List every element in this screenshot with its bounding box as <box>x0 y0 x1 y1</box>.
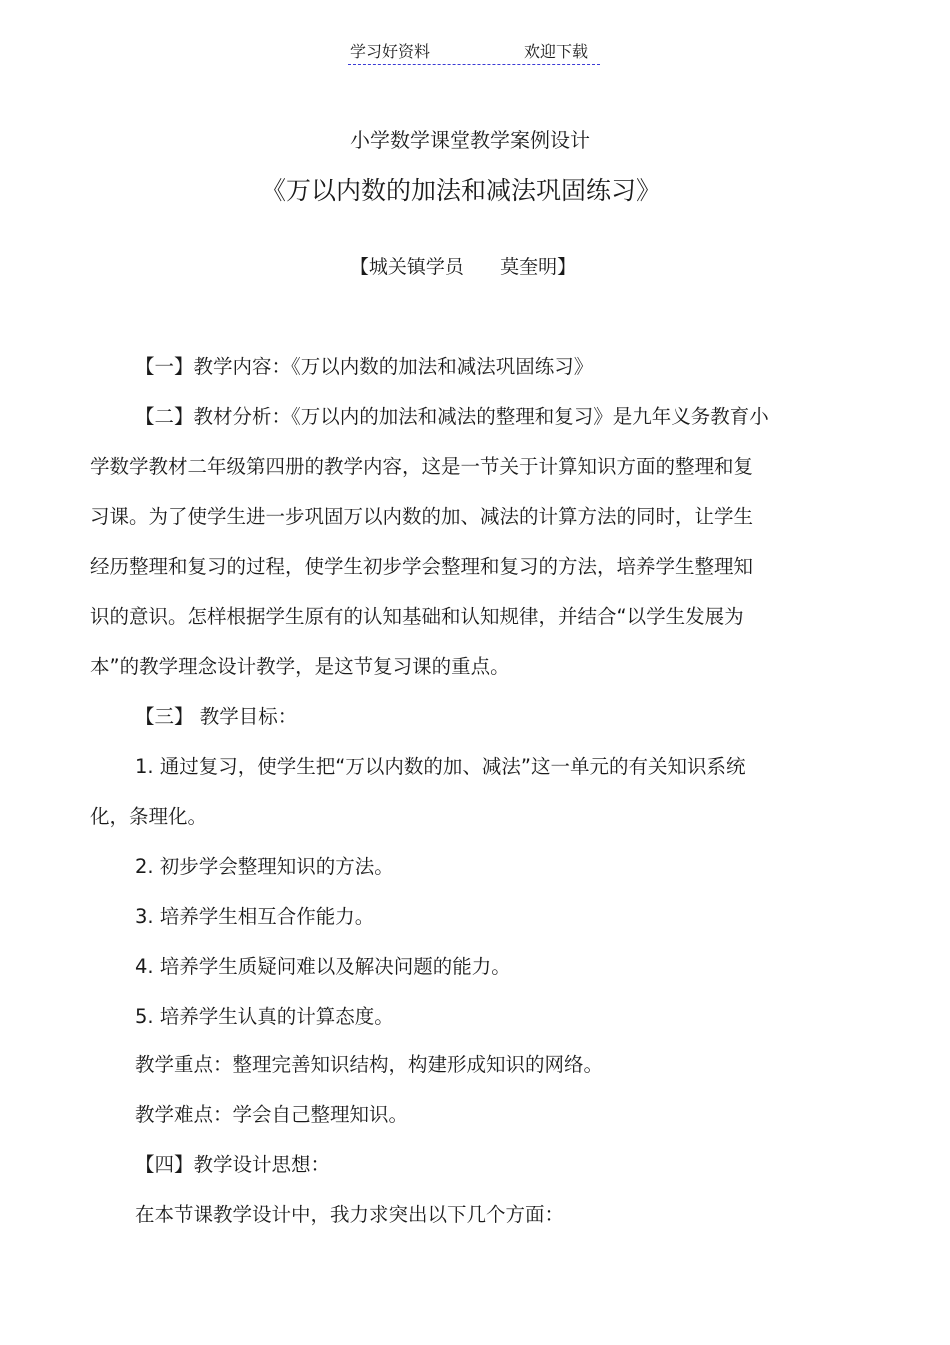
teaching-key-point: 教学重点：整理完善知识结构，构建形成知识的网络。 <box>135 1053 604 1076</box>
paragraph-line: 识的意识。怎样根据学生原有的认知基础和认知规律，并结合“以学生发展为 <box>90 605 744 628</box>
paragraph-line: 习课。为了使学生进一步巩固万以内数的加、减法的计算方法的同时，让学生 <box>90 505 754 528</box>
section-2-analysis-line: 【二】教材分析：《万以内的加法和减法的整理和复习》是九年义务教育小 <box>135 405 769 428</box>
section-3-heading: 【三】 教学目标： <box>135 705 298 728</box>
header-left-text: 学习好资料 <box>350 42 431 61</box>
paragraph-line: 经历整理和复习的过程，使学生初步学会整理和复习的方法，培养学生整理知 <box>90 555 754 578</box>
paragraph-line: 本”的教学理念设计教学，是这节复习课的重点。 <box>90 655 510 678</box>
goal-item-4: 4. 培养学生质疑问难以及解决问题的能力。 <box>135 955 511 978</box>
document-title: 小学数学课堂教学案例设计 <box>350 128 590 152</box>
section-1-content: 【一】教学内容：《万以内数的加法和减法巩固练习》 <box>135 355 594 378</box>
paragraph-line: 学数学教材二年级第四册的教学内容，这是一节关于计算知识方面的整理和复 <box>90 455 754 478</box>
header-right-text: 欢迎下载 <box>524 42 589 61</box>
page-header <box>348 40 600 65</box>
goal-item-2: 2. 初步学会整理知识的方法。 <box>135 855 394 878</box>
goal-item-3: 3. 培养学生相互合作能力。 <box>135 905 375 928</box>
section-4-heading: 【四】教学设计思想： <box>135 1153 331 1176</box>
teaching-difficulty: 教学难点：学会自己整理知识。 <box>135 1103 409 1126</box>
author-line: 【城关镇学员 莫奎明】 <box>349 256 577 278</box>
document-subtitle: 《万以内数的加法和减法巩固练习》 <box>260 176 661 205</box>
design-intro-line: 在本节课教学设计中，我力求突出以下几个方面： <box>135 1203 565 1226</box>
goal-item-1: 1. 通过复习，使学生把“万以内数的加、减法”这一单元的有关知识系统 <box>135 755 746 778</box>
goal-item-1-continued: 化，条理化。 <box>90 805 208 828</box>
goal-item-5: 5. 培养学生认真的计算态度。 <box>135 1005 394 1028</box>
